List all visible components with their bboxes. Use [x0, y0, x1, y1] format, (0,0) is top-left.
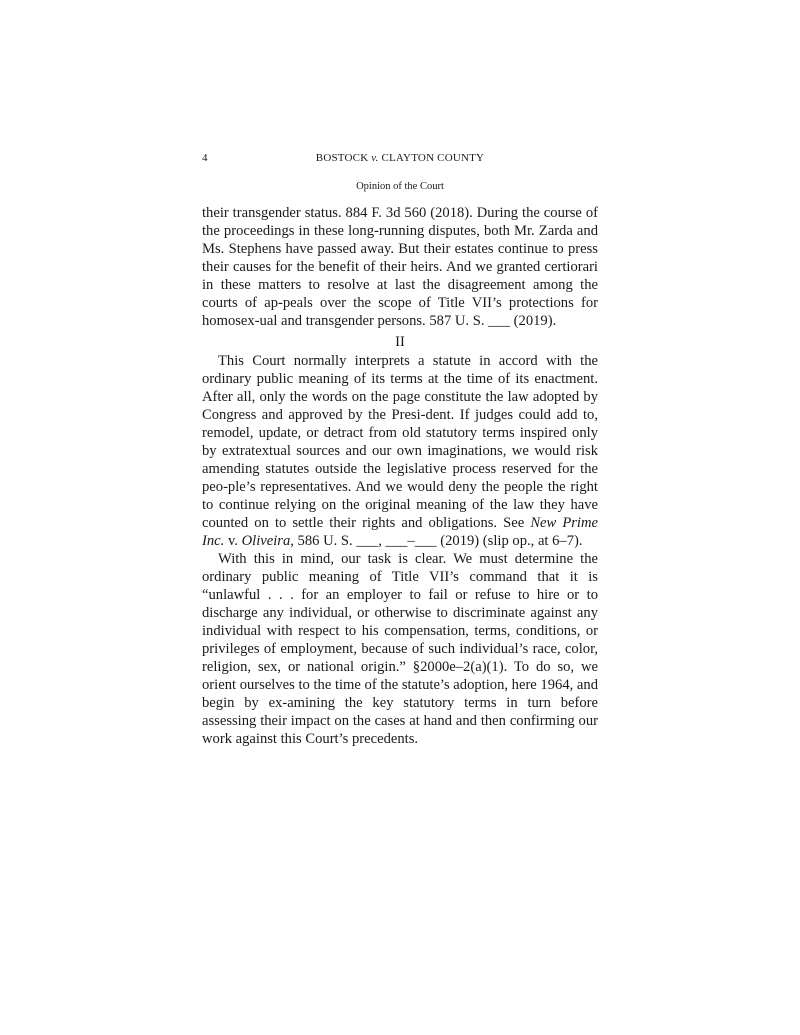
case-versus: v.	[371, 152, 379, 164]
opinion-subtitle: Opinion of the Court	[356, 181, 444, 192]
running-head	[202, 150, 598, 166]
case-name-a: New Prime Inc.	[202, 515, 599, 549]
case-citation: , 586 U. S. ___, ___–___ (2019) (slip op., at 6–7).	[290, 533, 583, 549]
case-name-b: Oliveira	[241, 533, 291, 549]
section-heading: II	[395, 334, 405, 350]
case-versus-inline: v.	[227, 533, 238, 549]
paragraph-continued: their transgender status. 884 F. 3d 560 (2018). During the course of the proceedings in these long-running disputes, both Mr. Zarda and Ms. Stephens have passed away. But their estates continue to press their causes for the benefit of their heirs. And we granted certiorari in these matters to resolve at last the disagreement among the courts of ap-peals over the scope of Title VII’s protections for homosex-ual and transgender persons. 587 U. S. ___ (2019).	[202, 205, 598, 329]
page-number: 4	[202, 152, 208, 164]
paragraph-task: With this in mind, our task is clear. We must determine the ordinary public meaning of Title VII’s command that it is “unlawful . . . for an employer to fail or refuse to hire or to discharge any individual, or otherwise to discriminate against any individual with respect to his compensation, terms, conditions, or privileges of employment, because of such individual’s race, color, religion, sex, or national origin.” §2000e–2(a)(1). To do so, we orient ourselves to the time of the statute’s adoption, here 1964, and begin by ex-amining the key statutory terms in turn before assessing their impact on the cases at hand and then confirming our work against this Court’s precedents.	[202, 551, 598, 747]
case-party-second: CLAYTON COUNTY	[381, 152, 485, 164]
opinion-body	[202, 204, 598, 748]
paragraph-statutory-interpretation	[202, 352, 598, 550]
page-header	[202, 150, 598, 166]
case-party-first: BOSTOCK	[315, 152, 369, 164]
paragraph-text: This Court normally interprets a statute in accord with the ordinary public meaning of its terms at the time of its enactment. After all, only the words on the page constitute the law adopted by Congress and approved by the Presi-dent. If judges could add to, remodel, update, or detract from old statutory terms inspired only by extratextual sources and our own imaginations, we would risk amending statutes outside the legislative process reserved for the peo-ple’s representatives. And we would deny the people the right to continue relying on the original meaning of the law they have counted on to settle their rights and obligations. See	[202, 353, 598, 531]
